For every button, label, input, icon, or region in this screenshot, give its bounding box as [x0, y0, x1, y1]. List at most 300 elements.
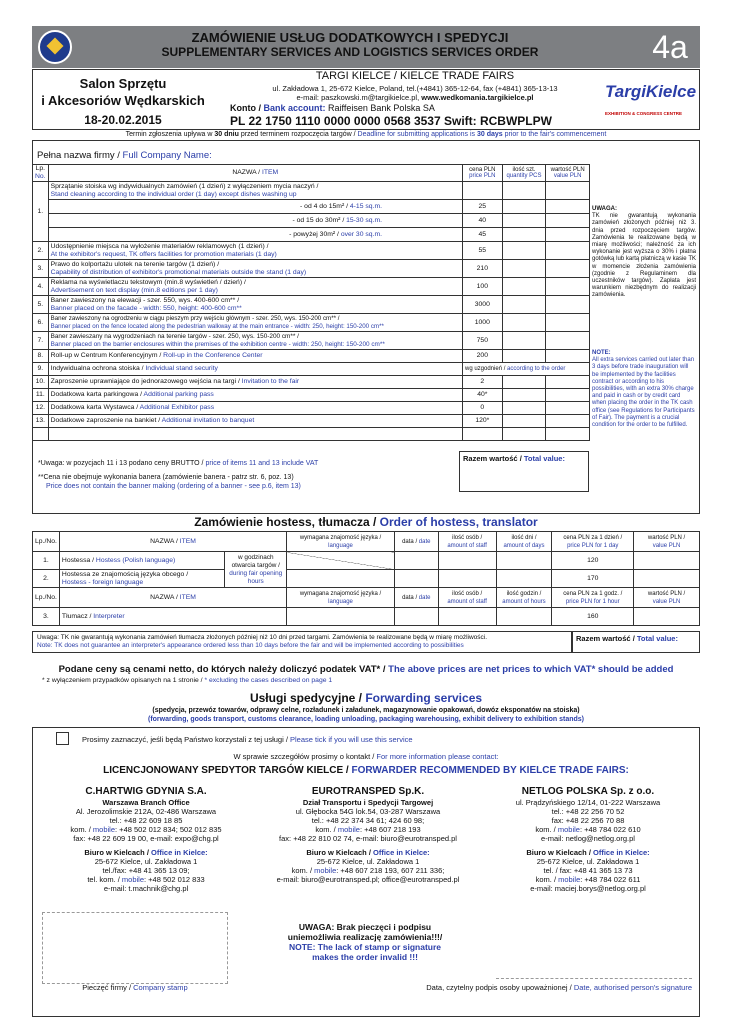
value-cell[interactable] [546, 350, 590, 363]
row-en: Capability of distribution of exhibitor's promotional materials outside the stand (1 day) [50, 268, 307, 276]
h-date-pl: data / [402, 538, 419, 545]
row-pl: Dodatkowa karta Wystawca / [50, 404, 140, 411]
h-staff [438, 588, 496, 608]
header-value [546, 165, 590, 182]
value-cell[interactable] [546, 389, 590, 402]
fw-office-en: Office in Kielce: [593, 848, 650, 857]
date-cell[interactable] [394, 570, 438, 588]
h-name-en: ITEM [179, 593, 196, 601]
days-cell[interactable] [496, 552, 552, 570]
row-en: Additional Exhibitor pass [139, 404, 215, 411]
row-name [48, 296, 462, 314]
header-qty [502, 165, 546, 182]
row-name [48, 428, 462, 441]
warning-pl-2: uniemożliwia realizację zamówienia!!!/ [287, 932, 443, 942]
fw-mob-en: mobile [337, 825, 360, 834]
hostess-total-label [576, 634, 678, 643]
row-en: Stand cleaning according to the individual order (1 day) except dishes washing up [50, 190, 297, 198]
row-no: 10. [33, 376, 49, 389]
qty-cell[interactable] [502, 376, 546, 389]
row-pl: Zaproszenie uprawniające do jednorazowego wejścia na targi / [50, 378, 242, 385]
deadline-en-a: Deadline for submitting applications is [357, 131, 477, 138]
row-price: 45 [463, 228, 503, 242]
hostess-title-pl: Zamówienie hostess, tłumacza / [194, 515, 380, 529]
qty-cell[interactable] [502, 260, 546, 278]
h-pday [552, 532, 634, 552]
netto-sub-en: * excluding the cases described on page 1 [204, 677, 333, 684]
row-no: 3. [33, 608, 60, 626]
h-name-pl: NAZWA / [150, 593, 180, 601]
price-cell: 170 [552, 570, 634, 588]
qty-cell[interactable] [502, 242, 546, 260]
h-val-en: value PLN [652, 542, 681, 549]
qty-cell[interactable] [502, 200, 546, 214]
language-cell[interactable] [287, 608, 395, 626]
services-table [32, 164, 590, 441]
h-val-pl: wartość PLN / [647, 590, 686, 597]
value-cell[interactable] [546, 332, 590, 350]
row-pl: Indywidualna ochrona stoiska / [50, 365, 146, 372]
deadline-line [32, 131, 700, 138]
konto-en: Bank account: [263, 103, 329, 113]
company-name-field[interactable] [37, 150, 212, 161]
fw-fax: fax: +48 22 810 02 74, e-mail: biuro@eurotransped.pl [279, 834, 457, 843]
h-qty-pl: ilość szt. [512, 166, 536, 173]
fw-mob-en: mobile [92, 825, 116, 834]
fw-office-addr: 25-672 Kielce, ul. Zakładowa 1 [536, 857, 640, 866]
total-value-label [463, 454, 565, 463]
hostess-note-pl: Uwaga: TK nie gwarantują wykonania zamówień tłumacza złożonych później niż 10 dni przed targami. Zamówienia te realizowane będą w miarę możliwości. [37, 634, 488, 641]
value-cell[interactable] [546, 428, 590, 441]
row-pl: Prawo do kolportażu ulotek na terenie targów (1 dzień) / [50, 260, 220, 268]
h-name-pl: NAZWA / [150, 537, 180, 545]
footnote2-pl: **Cena nie obejmuje wykonania banera (zamówienie banera - patrz str. 6, poz. 13) [38, 474, 294, 481]
fw-tel: tel.: +48 22 374 34 61; 424 60 98; [311, 816, 425, 825]
h-value [634, 532, 700, 552]
row-pl: Hostessa ze znajomością języka obcego / [61, 570, 189, 578]
row-en: Banner placed on the barrier enclosures within the premises of the exhibition centre - width: 250, height: 150-200 cm** [50, 340, 385, 348]
hostess-title-en: Order of hostess, translator [379, 515, 538, 529]
row-name [48, 332, 462, 350]
organizer-address [230, 84, 600, 102]
h-name-pl: NAZWA / [232, 169, 262, 176]
deadline-en-c: prior to the fair's commencement [502, 131, 607, 138]
row-price: 1000 [463, 314, 503, 332]
row-name [48, 200, 462, 214]
value-cell[interactable] [634, 608, 700, 626]
warning-pl-1: UWAGA: Brak pieczęci i podpisu [298, 922, 432, 932]
table-row [33, 350, 590, 363]
h-lang [287, 588, 395, 608]
value-cell[interactable] [546, 314, 590, 332]
total-pl: Razem wartość / [463, 454, 524, 463]
row-no: 3. [33, 260, 49, 278]
fw-branch: Dział Transportu i Spedycji Targowej [302, 798, 434, 807]
table-header [33, 165, 590, 182]
value-cell[interactable] [546, 260, 590, 278]
row-en: At the exhibitor's request, TK offers facilities for promotion materials (1 day) [50, 250, 277, 258]
row-name [48, 376, 462, 389]
row-en: Additional invitation to banquet [161, 417, 255, 424]
row-no: 13. [33, 415, 49, 428]
row-name [48, 363, 462, 376]
signature-label [392, 983, 692, 992]
row-name [48, 350, 462, 363]
row-name [48, 389, 462, 402]
table-row [33, 228, 590, 242]
h-staff-en: amount of staff [447, 598, 487, 605]
warning-en-1: NOTE: The lack of stamp or signature [288, 942, 442, 952]
forwarder-hartwig [36, 786, 256, 893]
h-staff-en: amount of staff [447, 542, 487, 549]
h-pday-en: price PLN for 1 day [567, 542, 619, 549]
row-pl: Baner zawieszany na wygrodzeniach na terenie targów - szer. 250, wys. 150-200 cm** / [50, 332, 299, 340]
table-row [33, 389, 590, 402]
fw-name: EUROTRANSPED Sp.K. [311, 786, 425, 797]
value-cell[interactable] [546, 242, 590, 260]
fw-office-tel: tel./fax: +48 41 365 13 09; [102, 866, 190, 875]
header-name [48, 165, 462, 182]
row-en: Banner placed on the fence located along the pedestrian walkway at the main entrance - width: 250, height: 150-200 cm** [50, 322, 384, 330]
price-en: according to the order [507, 366, 566, 372]
row-name [59, 570, 224, 588]
company-label-pl: Pełna nazwa firmy / [37, 150, 123, 161]
row-price: 2 [463, 376, 503, 389]
row-name [59, 608, 286, 626]
fw-office-mob-pl: kom. / [535, 875, 559, 884]
row-pl: Dodatkowa karta parkingowa / [50, 391, 144, 398]
price-pl: wg uzgodnień / [465, 366, 508, 372]
fw-office-mob-pl: tel. kom. / [87, 875, 122, 884]
fw-office-tel: tel. / fax: +48 41 365 13 73 [543, 866, 633, 875]
fw-fax: fax: +48 22 609 19 00, e-mail: expo@chg.pl [73, 834, 219, 843]
table-row [33, 182, 590, 200]
row-price: 210 [463, 260, 503, 278]
h-lp: Lp./No. [33, 588, 60, 608]
row-en: Invitation to the fair [241, 378, 300, 385]
row-pl: Roll-up w Centrum Konferencyjnym / [50, 352, 164, 359]
row-pl: - od 15 do 30m² / [292, 216, 347, 224]
opening-hours [225, 552, 287, 588]
qty-cell[interactable] [502, 332, 546, 350]
value-cell[interactable] [546, 182, 590, 200]
event-name-line1: Salon Sprzętu [79, 76, 167, 91]
fw-mob-pl: kom. / [535, 825, 558, 834]
lic-pl: LICENCJONOWANY SPEDYTOR TARGÓW KIELCE / [103, 765, 352, 776]
row-no: 8. [33, 350, 49, 363]
fw-office-mail: e-mail: t.machnik@chg.pl [103, 884, 189, 893]
contact-en: For more information please contact: [376, 752, 499, 761]
fw-mob: : +48 607 218 193 [359, 825, 421, 834]
row-price [463, 363, 590, 376]
checkbox-label [82, 735, 413, 744]
value-cell[interactable] [546, 214, 590, 228]
targi-kielce-logo: TargiKielce [605, 82, 697, 101]
qty-cell[interactable] [502, 389, 546, 402]
row-price: 750 [463, 332, 503, 350]
bank-name: Raiffeisen Bank Polska SA [328, 103, 435, 113]
date-cell[interactable] [394, 552, 438, 570]
sign-pl: Data, czytelny podpis osoby upoważnionej / [426, 983, 574, 992]
value-cell[interactable] [546, 228, 590, 242]
row-name [48, 278, 462, 296]
total-en: Total value: [523, 454, 565, 463]
staff-cell[interactable] [438, 552, 496, 570]
hours-en: during fair opening hours [229, 569, 283, 585]
row-pl: Reklama na wyświetlaczu tekstowym (min.8 wyświetleń / dzień) / [50, 278, 246, 286]
days-cell[interactable] [496, 570, 552, 588]
fw-office-mob-en: mobile [314, 866, 337, 875]
email-line: e-mail: paszkowski.m@targikielce.pl, [296, 93, 422, 102]
lic-en: FORWARDER RECOMMENDED BY KIELCE TRADE FAIRS: [351, 765, 629, 776]
h-lang-pl: wymagana znajomość języka / [299, 590, 382, 597]
net-prices-note [32, 664, 700, 675]
row-name [48, 402, 462, 415]
qty-cell[interactable] [502, 296, 546, 314]
konto-pl: Konto / [230, 103, 264, 113]
title-en: SUPPLEMENTARY SERVICES AND LOGISTICS SERVICES ORDER [161, 45, 539, 59]
table-row [33, 242, 590, 260]
row-price [463, 182, 503, 200]
table-row [33, 260, 590, 278]
row-no: 5. [33, 296, 49, 314]
qty-cell[interactable] [502, 278, 546, 296]
fw-title-pl: Usługi spedycyjne / [249, 691, 366, 705]
net-prices-sub [42, 677, 332, 684]
hostess-note [32, 631, 572, 653]
organizer-name: TARGI KIELCE / KIELCE TRADE FAIRS [315, 70, 515, 82]
row-pl: Hostessa / [61, 556, 96, 564]
forwarding-checkbox[interactable] [56, 732, 69, 745]
fw-tel: tel.: +48 22 609 18 85 [109, 816, 183, 825]
hostess-header-2 [33, 588, 700, 608]
h-phour-en: price PLN for 1 hour [565, 598, 620, 605]
netto-en: The above prices are net prices to which VAT* should be added [388, 664, 674, 675]
value-cell[interactable] [634, 570, 700, 588]
language-cell[interactable] [287, 570, 395, 588]
h-days [496, 532, 552, 552]
row-name [48, 260, 462, 278]
header-price [463, 165, 503, 182]
fw-office-addr: 25-672 Kielce, ul. Zakładowa 1 [316, 857, 420, 866]
licensed-forwarder [32, 765, 700, 776]
h-hours-en: amount of hours [502, 598, 546, 605]
h-phour-pl: cena PLN za 1 godz. / [563, 590, 623, 597]
h-lang [287, 532, 395, 552]
h-value-en: value PLN [553, 173, 582, 179]
h-lp-pl: Lp. [35, 165, 46, 172]
h-date [394, 588, 438, 608]
row-price: 40 [463, 214, 503, 228]
h-name-en: ITEM [261, 169, 279, 176]
row-name [48, 314, 462, 332]
notes-pl-title: UWAGA: [592, 206, 617, 212]
event-name-line2: i Akcesoriów Wędkarskich [41, 93, 205, 108]
warning-en-2: makes the order invalid !!! [312, 952, 418, 962]
notes-pl-text: TK nie gwarantują wykonania zamówień złożonych później niż 3. dnia przed rozpoczęciem targów. Zamówienia te realizowane będą w miarę możliwości; należność za ich wykonanie jest wyższa o 30% i płatna gotówką lub kartą płatniczą w kasie TK w momencie złożenia zamówienia (zgodnie z Regulaminem dla uczestników targów). Zapłata jest warunkiem niezbędnym do realizacji zamówienia. [592, 213, 696, 299]
row-price: 25 [463, 200, 503, 214]
qty-cell[interactable] [502, 402, 546, 415]
row-no: 4. [33, 278, 49, 296]
h-staff-pl: ilość osób / [452, 590, 483, 597]
stamp-pl: Pieczęć firmy / [82, 983, 134, 992]
netto-pl: Podane ceny są cenami netto, do których należy doliczyć podatek VAT* / [58, 664, 389, 675]
header-lp [33, 165, 49, 182]
stamp-label [42, 983, 228, 992]
qty-cell[interactable] [502, 228, 546, 242]
value-cell[interactable] [546, 402, 590, 415]
table-row [33, 376, 590, 389]
qty-cell[interactable] [502, 428, 546, 441]
row-price: 100 [463, 278, 503, 296]
value-cell[interactable] [546, 278, 590, 296]
row-no: 11. [33, 389, 49, 402]
table-row [33, 415, 590, 428]
row-pl: - od 4 do 15m² / [300, 202, 350, 210]
check-en: Please tick if you will use this service [290, 735, 413, 744]
deadline-en-b: 30 days [477, 131, 503, 138]
h-staff-pl: ilość osób / [452, 534, 483, 541]
hostess-note-en: Note: TK does not guarantee an interpreter's appearance ordered less than 10 days before the fair and will be implemented according to possibilities [37, 642, 464, 649]
table-row [33, 200, 590, 214]
price-cell: 160 [552, 608, 634, 626]
fw-office-addr: 25-672 Kielce, ul. Zakładowa 1 [94, 857, 198, 866]
row-pl: - powyżej 30m² / [289, 230, 341, 238]
address-line: ul. Zakładowa 1, 25-672 Kielce, Poland, tel.(+4841) 365-12-64, fax (+4841) 365-13-13 [272, 84, 558, 93]
date-cell[interactable] [394, 608, 438, 626]
table-row [33, 570, 700, 588]
value-cell[interactable] [546, 296, 590, 314]
row-pl: Baner zawieszony na ogrodzeniu w ciągu pieszym przy wejściu głównym - szer. 250, wys. 150-200 cm** / [50, 314, 340, 322]
website-link[interactable]: www.wedkomania.targikielce.pl [421, 93, 534, 102]
table-row [33, 608, 700, 626]
h-days-en: amount of days [503, 542, 545, 549]
h-value-pl: wartość PLN [550, 166, 585, 173]
title-pl: ZAMÓWIENIE USŁUG DODATKOWYCH I SPEDYCJI [191, 30, 509, 45]
staff-cell[interactable] [438, 570, 496, 588]
h-date [394, 532, 438, 552]
table-row [33, 296, 590, 314]
fw-office-mob-en: mobile [558, 875, 581, 884]
table-row [33, 363, 590, 376]
staff-cell[interactable] [438, 608, 496, 626]
h-hours-pl: ilość godzin / [506, 590, 542, 597]
value-cell[interactable] [546, 415, 590, 428]
hostess-header [33, 532, 700, 552]
row-name [48, 228, 462, 242]
notes-pl [592, 206, 696, 300]
table-row [33, 402, 590, 415]
forwarding-sub-en: (forwarding, goods transport, customs clearance, loading unloading, packaging warehousing, exhibit delivery to exhibition stands) [147, 716, 584, 723]
notes-en [592, 350, 696, 429]
check-pl: Prosimy zaznaczyć, jeśli będą Państwo korzystali z tej usługi / [82, 735, 290, 744]
h-lang-en: language [328, 598, 353, 605]
qty-cell[interactable] [502, 415, 546, 428]
h-hours [496, 588, 552, 608]
value-cell[interactable] [546, 376, 590, 389]
qty-cell[interactable] [502, 182, 546, 200]
fw-office-mob-pl: kom. / [291, 866, 315, 875]
fw-addr: Al. Jerozolimskie 212A, 02-486 Warszawa [75, 807, 217, 816]
fw-office-pl: Biuro w Kielcach / [84, 848, 151, 857]
row-name [48, 415, 462, 428]
qty-cell[interactable] [502, 314, 546, 332]
hours-cell[interactable] [496, 608, 552, 626]
row-price: 40* [463, 389, 503, 402]
h-lang-en: language [328, 542, 353, 549]
row-pl: Baner zawieszony na elewacji - szer. 550, wys. 400-600 cm** / [50, 296, 240, 304]
row-pl: Sprzątanie stoiska wg indywidualnych zamówień (1 dzień) z wyłączeniem mycia naczyń / [50, 182, 319, 190]
row-price: 3000 [463, 296, 503, 314]
stamp-warning [250, 922, 480, 962]
row-price [463, 428, 503, 441]
sign-en: Date, authorised person's signature [573, 983, 692, 992]
row-price: 200 [463, 350, 503, 363]
hostess-title [32, 515, 700, 529]
row-en: Additional parking pass [143, 391, 214, 398]
h-staff [438, 532, 496, 552]
contact-line [32, 752, 700, 761]
qty-cell[interactable] [502, 214, 546, 228]
row-no: 1. [33, 182, 49, 242]
company-stamp-field[interactable] [42, 912, 228, 984]
table-row [33, 214, 590, 228]
value-cell[interactable] [634, 552, 700, 570]
forwarder-netlog [478, 786, 698, 893]
row-en: Hostess (Polish language) [95, 556, 176, 564]
h-lp-en: No. [35, 173, 46, 180]
qty-cell[interactable] [502, 350, 546, 363]
value-cell[interactable] [546, 200, 590, 214]
fw-title-en: Forwarding services [365, 691, 483, 705]
row-name [59, 552, 224, 570]
fw-office-mob-en: mobile [121, 875, 144, 884]
contact-pl: W sprawie szczegółów prosimy o kontakt / [233, 752, 377, 761]
row-pl: Udostępnienie miejsca na wyłożenie materiałów reklamowych (1 dzień) / [50, 242, 269, 250]
fw-name: NETLOG POLSKA Sp. z o.o. [521, 786, 655, 797]
language-cell-crossed [287, 552, 395, 570]
targi-kielce-logo-sub: EXHIBITION & CONGRESS CENTRE [605, 111, 683, 116]
deadline-pl-a: Termin zgłoszenia upływa w [125, 131, 215, 138]
row-pl: Tłumacz / [61, 612, 94, 620]
h-name-en: ITEM [179, 537, 196, 545]
fw-office-en: Office in Kielce: [373, 848, 430, 857]
netto-sub-pl: * z wyłączeniem przypadków opisanych na 1 stronie / [42, 677, 205, 684]
forwarder-eurotransped [258, 786, 478, 884]
deadline-pl-c: przed terminem rozpoczęcia targów / [238, 131, 358, 138]
fw-fax: fax: +48 22 256 70 88 [551, 816, 625, 825]
total2-en: Total value: [636, 634, 678, 643]
h-name [59, 532, 286, 552]
h-name [59, 588, 286, 608]
row-no: 12. [33, 402, 49, 415]
row-price: 0 [463, 402, 503, 415]
footnote2-en: Price does not contain the banner making (ordering of a banner - see p.6, item 13) [46, 483, 301, 490]
forwarding-title [32, 691, 700, 705]
h-date-en: date [418, 594, 431, 601]
footnote1-pl: *Uwaga: w pozycjach 11 i 13 podano ceny BRUTTO / [38, 460, 206, 467]
row-no: 9. [33, 363, 49, 376]
form-number: 4a [652, 29, 688, 65]
h-val-pl: wartość PLN / [647, 534, 686, 541]
fw-office-mob: : +48 784 022 611 [580, 875, 641, 884]
fw-office-mail: e-mail: biuro@eurotransped.pl; office@eurotransped.pl [276, 875, 460, 884]
fw-office-en: Office in Kielce: [151, 848, 208, 857]
h-val-en: value PLN [652, 598, 681, 605]
h-price-en: price PLN [469, 173, 496, 179]
signature-field[interactable] [496, 978, 692, 979]
h-qty-en: quantity PCS [506, 173, 542, 179]
